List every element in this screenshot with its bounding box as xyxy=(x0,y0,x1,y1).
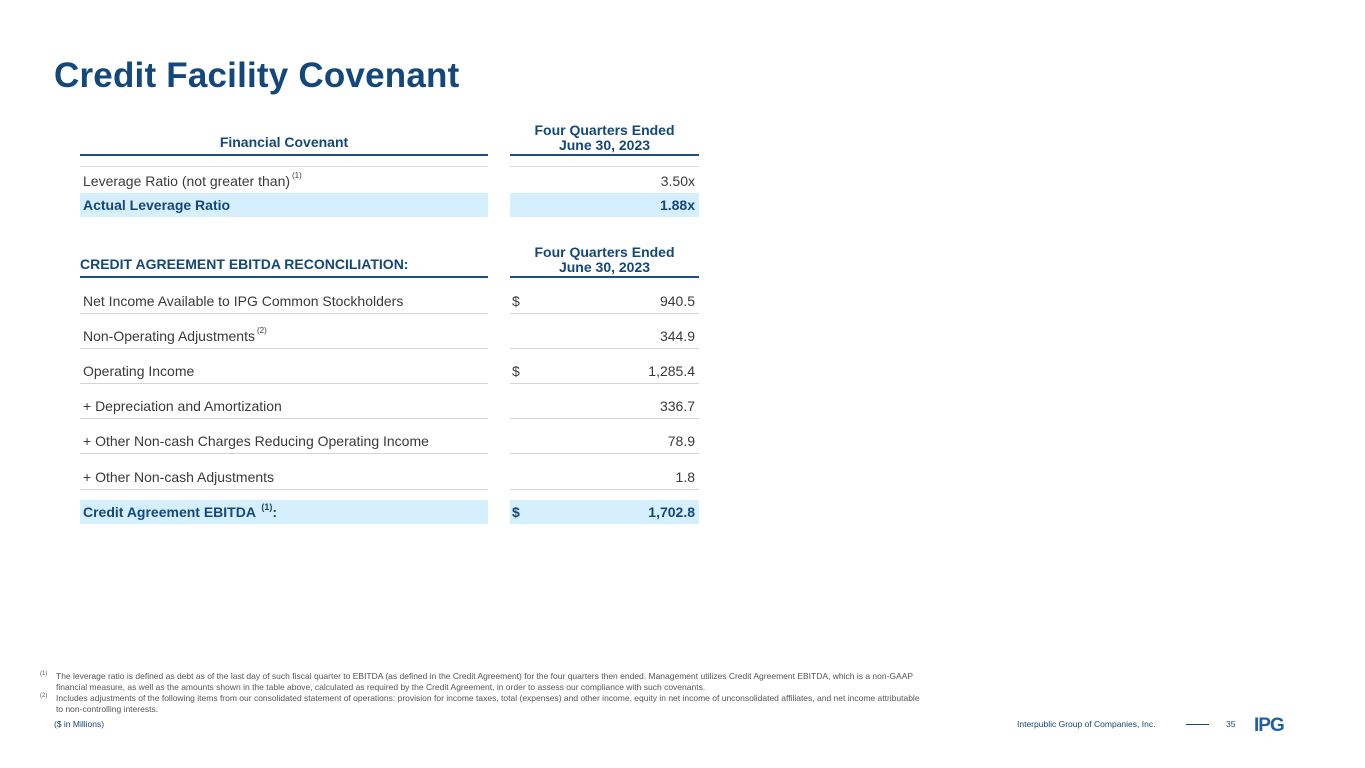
table-row xyxy=(80,465,699,489)
footer-divider xyxy=(1186,724,1209,725)
footnotes xyxy=(40,671,920,715)
row-label: Non-Operating Adjustments $^{(2)}$ xyxy=(80,324,488,349)
row-value: 1,285.4 xyxy=(510,359,699,384)
row-label: Credit Agreement EBITDA $^{(1)}$: xyxy=(80,500,488,524)
ebitda-reconciliation-table xyxy=(80,238,699,524)
actual-leverage-ratio-row xyxy=(80,193,699,217)
leverage-ratio-row xyxy=(80,169,699,193)
row-label: + Other Non-cash Charges Reducing Operating Income xyxy=(80,429,488,454)
row-currency: $ xyxy=(512,293,520,309)
ebitda-header xyxy=(80,238,699,278)
ebitda-header-label: CREDIT AGREEMENT EBITDA RECONCILIATION: xyxy=(80,254,488,278)
covenant-header-period: Four Quarters Ended June 30, 2023 xyxy=(510,123,699,156)
covenant-header xyxy=(80,116,699,156)
row-value: 3.50x xyxy=(660,173,695,189)
row-value: 940.5 xyxy=(510,289,699,314)
row-value: 1.8 xyxy=(510,465,699,490)
table-row xyxy=(80,394,699,418)
page-title: Credit Facility Covenant xyxy=(54,56,460,95)
total-row xyxy=(80,500,699,524)
footnote: (1) The leverage ratio is defined as debt as of the last day of such fiscal quarter to EBITDA (as defined in the Credit Agreement) for the four quarters then ended. Management utilizes Credit Agreement EBITDA, which is a non-GAAP financial measure, as well as the amounts shown in the table above, calculated as required by the Credit Agreement, in order to assess our compliance with such covenants. xyxy=(40,671,913,692)
row-label: Operating Income xyxy=(80,359,488,384)
row-label: Actual Leverage Ratio xyxy=(80,193,488,217)
footnote: (2) Includes adjustments of the following items from our consolidated statement of operations: provision for income taxes, total (expenses) and other income, equity in net income of unconsolidated affiliates, and net income attributable to non-controlling interests. xyxy=(40,693,920,714)
company-name: Interpublic Group of Companies, Inc. xyxy=(1017,719,1156,729)
row-label: Net Income Available to IPG Common Stockholders xyxy=(80,289,488,314)
row-label: + Other Non-cash Adjustments xyxy=(80,465,488,490)
row-value: 1.88x xyxy=(510,193,699,217)
row-value: 336.7 xyxy=(510,394,699,419)
row-label: + Depreciation and Amortization xyxy=(80,394,488,419)
row-value: 344.9 xyxy=(510,324,699,349)
ipg-logo xyxy=(1254,714,1314,734)
svg-text:IPG: IPG xyxy=(1254,715,1284,734)
covenant-header-label: Financial Covenant xyxy=(80,132,488,156)
row-currency: $ xyxy=(512,363,520,379)
ebitda-header-period: Four Quarters Ended June 30, 2023 xyxy=(510,245,699,278)
table-row xyxy=(80,289,699,313)
table-row xyxy=(80,359,699,383)
units-note: ($ in Millions) xyxy=(54,719,105,729)
table-row xyxy=(80,324,699,348)
row-value: 78.9 xyxy=(510,429,699,454)
row-currency: $ xyxy=(512,504,520,520)
page-number: 35 xyxy=(1226,719,1236,729)
row-label: Leverage Ratio (not greater than) $^{(1)}$ xyxy=(83,171,302,189)
covenant-table xyxy=(80,116,699,217)
row-value: 1,702.8 xyxy=(510,500,699,524)
table-row xyxy=(80,429,699,453)
